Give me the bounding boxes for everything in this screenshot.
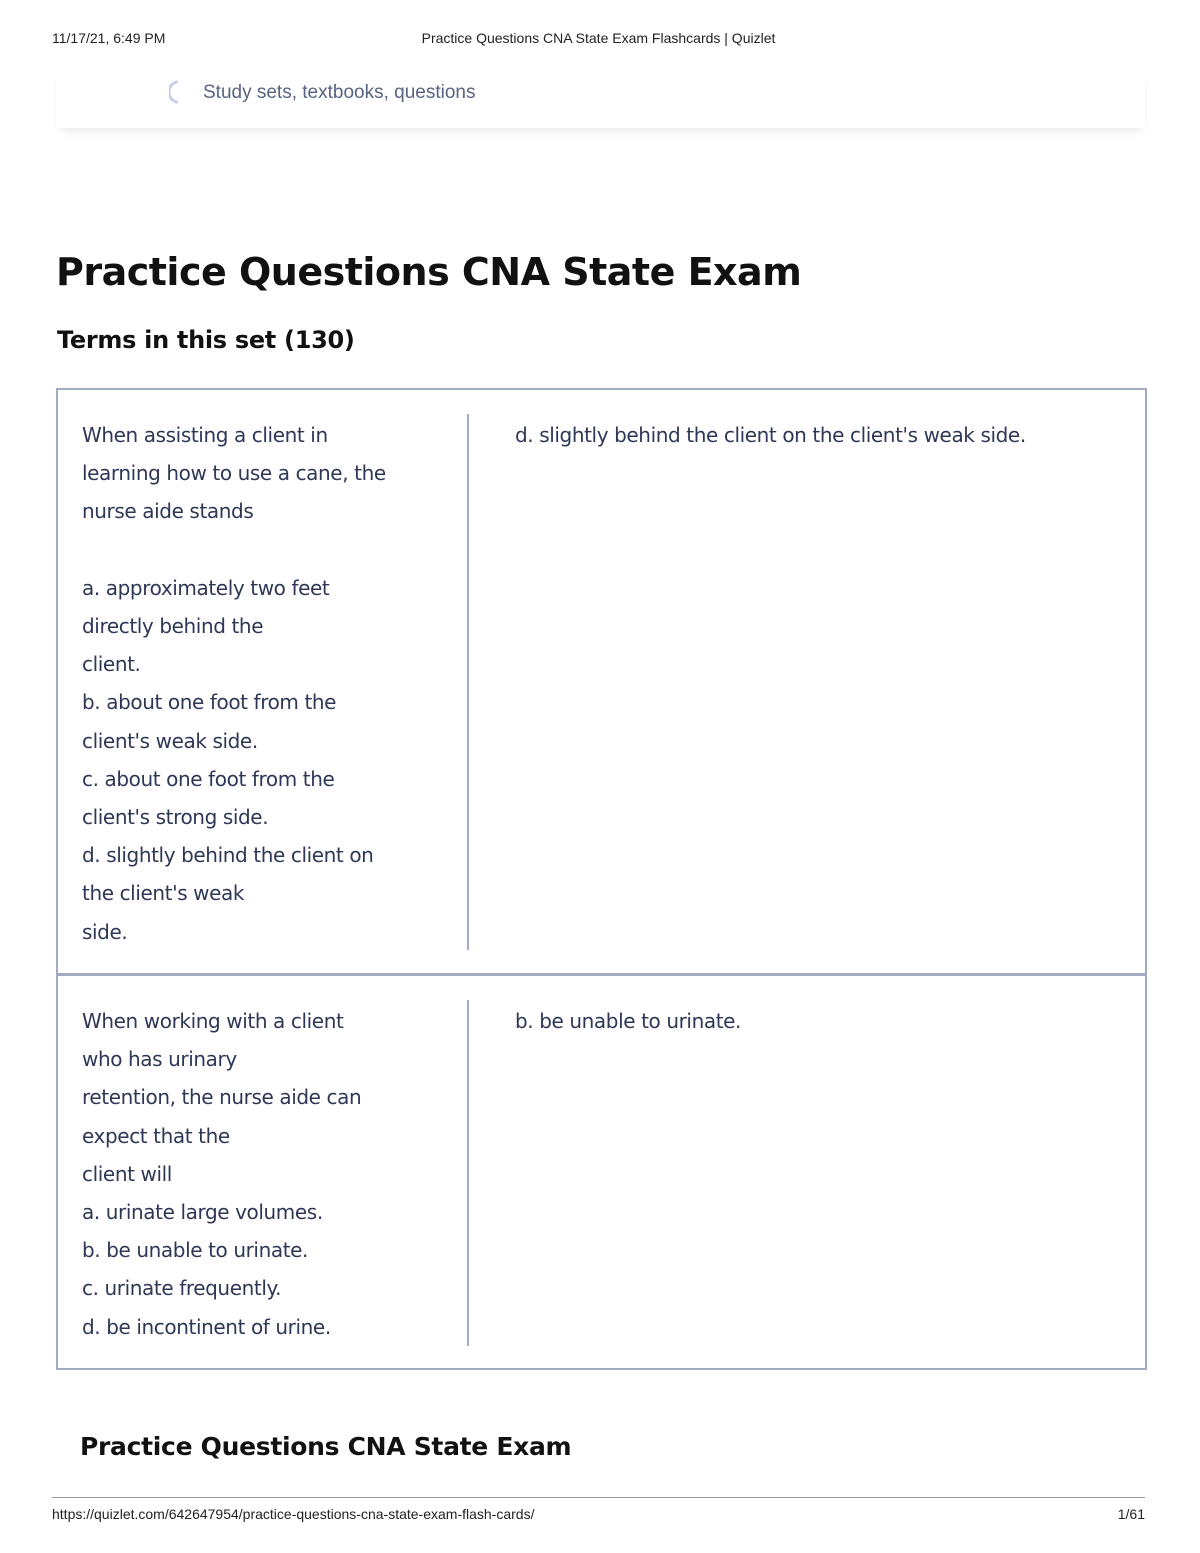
card-divider [467, 414, 469, 950]
set-title-footer: Practice Questions CNA State Exam [80, 1432, 572, 1461]
print-header [52, 30, 1145, 50]
search-bar[interactable] [56, 68, 1145, 128]
page-title: Practice Questions CNA State Exam [56, 250, 802, 294]
card-divider [467, 1000, 469, 1346]
definition-text: b. be unable to urinate. [515, 1009, 742, 1033]
terms-list [56, 388, 1147, 1370]
print-doc-title: Practice Questions CNA State Exam Flashcards | Quizlet [421, 30, 776, 46]
definition-text: d. slightly behind the client on the client's weak side. [515, 423, 1026, 447]
print-url: https://quizlet.com/642647954/practice-questions-cna-state-exam-flash-cards/ [52, 1506, 535, 1522]
search-icon[interactable] [169, 79, 185, 105]
print-datetime: 11/17/21, 6:49 PM [52, 30, 166, 46]
term-text: When assisting a client in learning how to use a cane, the nurse aide stands a. approximately two feet directly behind the client. b. about one foot from the client's weak side. c. about one foot from the client's strong side. d. slightly behind the client on the client's weak side. [82, 423, 386, 944]
print-page-number: 1/61 [1117, 1506, 1145, 1522]
term-text: When working with a client who has urinary retention, the nurse aide can expect that the client will a. urinate large volumes. b. be unable to urinate. c. urinate frequently. d. be incontinent of urine. [82, 1009, 362, 1339]
term-card[interactable] [58, 973, 1145, 1368]
print-footer [52, 1497, 1145, 1526]
terms-heading: Terms in this set (130) [57, 326, 355, 354]
search-input[interactable]: Study sets, textbooks, questions [203, 82, 476, 103]
term-card[interactable] [58, 390, 1145, 973]
